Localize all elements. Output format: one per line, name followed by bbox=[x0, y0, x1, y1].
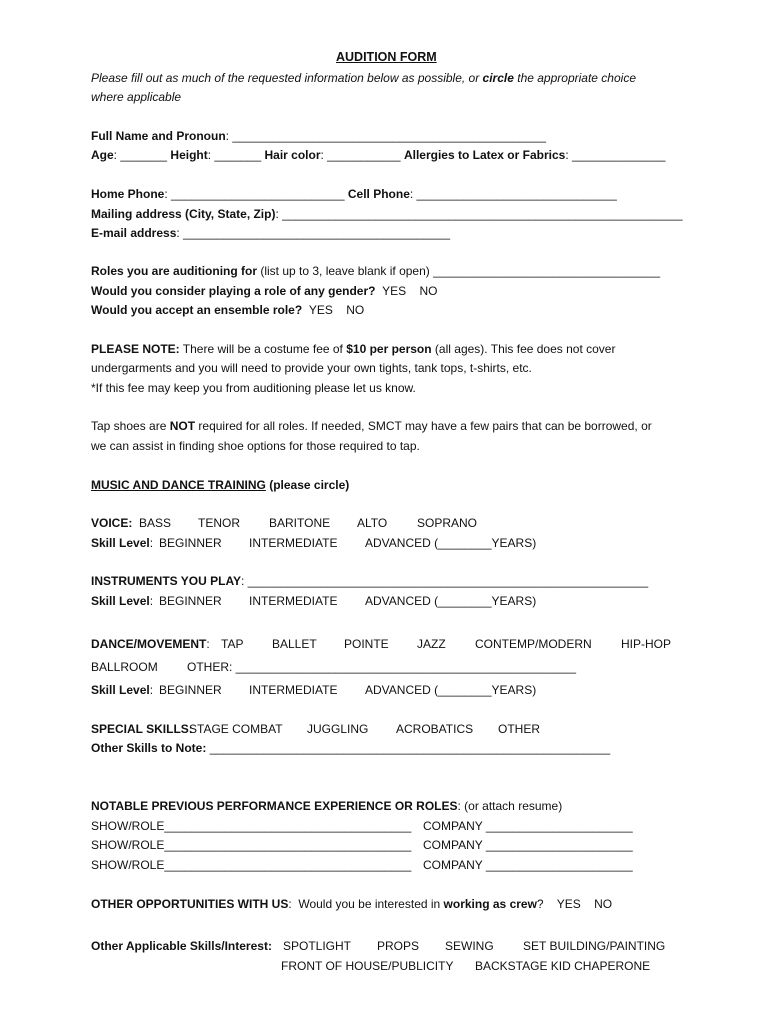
dance-other-field[interactable]: OTHER: ___________________________________________________ bbox=[187, 660, 577, 674]
applicable-option-spotlight[interactable]: SPOTLIGHT bbox=[283, 939, 352, 953]
roles-field[interactable] bbox=[91, 264, 660, 279]
special-skills-label: SPECIAL SKILLS: bbox=[91, 722, 193, 736]
dance-skill-advanced[interactable]: ADVANCED (________YEARS) bbox=[365, 683, 537, 697]
experience-row-3-company[interactable]: COMPANY ______________________ bbox=[423, 858, 633, 872]
voice-option-tenor[interactable]: TENOR bbox=[198, 516, 240, 530]
intro-line-1 bbox=[91, 71, 636, 86]
special-option-acrobatics[interactable]: ACROBATICS bbox=[396, 722, 474, 736]
experience-heading-text: NOTABLE PREVIOUS PERFORMANCE EXPERIENCE OR ROLES bbox=[91, 799, 458, 813]
intro-text-end: the appropriate choice bbox=[513, 71, 636, 85]
experience-row-1-company[interactable]: COMPANY ______________________ bbox=[423, 819, 633, 833]
voice-skill-label bbox=[91, 536, 153, 551]
email-field[interactable] bbox=[91, 226, 450, 241]
instrument-skill-intermediate[interactable]: INTERMEDIATE bbox=[249, 594, 338, 608]
applicable-skills-label: Other Applicable Skills/Interest: bbox=[91, 939, 272, 953]
costume-note-line-3: *If this fee may keep you from auditioning please let us know. bbox=[91, 381, 416, 395]
intro-line-2: where applicable bbox=[91, 90, 182, 104]
applicable-option-front-of-house[interactable]: FRONT OF HOUSE/PUBLICITY bbox=[281, 959, 454, 973]
training-heading-text: MUSIC AND DANCE TRAINING bbox=[91, 478, 266, 492]
roles-label: Roles you are auditioning for bbox=[91, 264, 258, 278]
email-blank[interactable]: : ________________________________________ bbox=[176, 226, 450, 240]
other-skills-label: Other Skills to Note: bbox=[91, 741, 207, 755]
special-option-other[interactable]: OTHER bbox=[498, 722, 540, 736]
cell-phone-blank[interactable]: : ______________________________ bbox=[409, 187, 617, 201]
height-label: Height bbox=[170, 148, 208, 162]
opportunities-label: OTHER OPPORTUNITIES WITH US bbox=[91, 897, 289, 911]
dance-option-hip-hop[interactable]: HIP-HOP bbox=[621, 637, 672, 651]
crew-question bbox=[91, 897, 612, 912]
tap-note-line-1 bbox=[91, 419, 652, 434]
full-name-field[interactable] bbox=[91, 129, 546, 144]
full-name-label: Full Name and Pronoun bbox=[91, 129, 226, 143]
tap-not: NOT bbox=[169, 419, 196, 433]
intro-circle-word: circle bbox=[482, 71, 514, 85]
dance-skill-beginner[interactable]: BEGINNER bbox=[159, 683, 222, 697]
experience-row-1-show[interactable]: SHOW/ROLE_____________________________________ bbox=[91, 819, 412, 833]
mailing-address-label: Mailing address (City, State, Zip) bbox=[91, 207, 276, 221]
applicable-option-kid-chaperone[interactable]: BACKSTAGE KID CHAPERONE bbox=[475, 959, 651, 973]
training-heading bbox=[91, 478, 349, 493]
other-skills-blank[interactable]: ____________________________________________________________ bbox=[206, 741, 611, 755]
working-as-crew: working as crew bbox=[443, 897, 537, 911]
skill-level-label: Skill Level bbox=[91, 536, 150, 550]
dance-label bbox=[91, 637, 210, 652]
dance-skill-label bbox=[91, 683, 153, 698]
full-name-blank[interactable]: : _______________________________________________ bbox=[225, 129, 547, 143]
phone-row bbox=[91, 187, 617, 202]
skill-level-label: Skill Level bbox=[91, 594, 150, 608]
special-option-stage-combat[interactable]: STAGE COMBAT bbox=[189, 722, 283, 736]
gender-question-label: Would you consider playing a role of any gender? bbox=[91, 284, 376, 298]
ensemble-yes-no[interactable]: YES NO bbox=[308, 303, 365, 317]
voice-option-soprano[interactable]: SOPRANO bbox=[417, 516, 478, 530]
form-title: AUDITION FORM bbox=[336, 50, 437, 64]
voice-skill-advanced[interactable]: ADVANCED (________YEARS) bbox=[365, 536, 537, 550]
dance-option-contemp-modern[interactable]: CONTEMP/MODERN bbox=[475, 637, 592, 651]
please-note-label: PLEASE NOTE: bbox=[91, 342, 180, 356]
mailing-address-field[interactable] bbox=[91, 207, 683, 222]
age-blank[interactable]: : _______ bbox=[113, 148, 168, 162]
tap-text: Tap shoes are bbox=[91, 419, 170, 433]
experience-row-2-company[interactable]: COMPANY ______________________ bbox=[423, 838, 633, 852]
intro-text: Please fill out as much of the requested information below as possible, or bbox=[91, 71, 483, 85]
instruments-label: INSTRUMENTS YOU PLAY bbox=[91, 574, 242, 588]
voice-label: VOICE: bbox=[91, 516, 133, 530]
email-label: E-mail address bbox=[91, 226, 177, 240]
costume-note-line-2: undergarments and you will need to provide your own tights, tank tops, t-shirts, etc. bbox=[91, 361, 532, 375]
note-text-end: (all ages). This fee does not cover bbox=[431, 342, 616, 356]
voice-skill-intermediate[interactable]: INTERMEDIATE bbox=[249, 536, 338, 550]
instruments-field[interactable] bbox=[91, 574, 648, 589]
crew-yes-no[interactable]: ? YES NO bbox=[536, 897, 613, 911]
experience-row-2-show[interactable]: SHOW/ROLE_____________________________________ bbox=[91, 838, 412, 852]
experience-heading-note: : (or attach resume) bbox=[457, 799, 563, 813]
instruments-blank[interactable]: : ____________________________________________________________ bbox=[241, 574, 649, 588]
physical-info-row bbox=[91, 148, 665, 163]
voice-skill-beginner[interactable]: BEGINNER bbox=[159, 536, 222, 550]
dance-option-ballroom[interactable]: BALLROOM bbox=[91, 660, 158, 674]
dance-option-ballet[interactable]: BALLET bbox=[272, 637, 317, 651]
instrument-skill-advanced[interactable]: ADVANCED (________YEARS) bbox=[365, 594, 537, 608]
allergies-blank[interactable]: : ______________ bbox=[565, 148, 666, 162]
instrument-skill-beginner[interactable]: BEGINNER bbox=[159, 594, 222, 608]
home-phone-label: Home Phone bbox=[91, 187, 165, 201]
instrument-skill-label bbox=[91, 594, 153, 609]
tap-text-end: required for all roles. If needed, SMCT may have a few pairs that can be borrowed, or bbox=[195, 419, 652, 433]
height-blank[interactable]: : _______ bbox=[207, 148, 262, 162]
gender-question bbox=[91, 284, 438, 299]
tap-note-line-2: we can assist in finding shoe options for those required to tap. bbox=[91, 439, 420, 453]
applicable-option-props[interactable]: PROPS bbox=[377, 939, 420, 953]
cell-phone-label: Cell Phone bbox=[347, 187, 410, 201]
costume-note-line-1 bbox=[91, 342, 615, 357]
applicable-option-sewing[interactable]: SEWING bbox=[445, 939, 494, 953]
ensemble-question bbox=[91, 303, 364, 318]
costume-fee: $10 per person bbox=[346, 342, 432, 356]
skill-colon: : bbox=[149, 536, 154, 550]
other-skills-field[interactable] bbox=[91, 741, 610, 756]
ensemble-question-label: Would you accept an ensemble role? bbox=[91, 303, 303, 317]
dance-skill-intermediate[interactable]: INTERMEDIATE bbox=[249, 683, 338, 697]
voice-option-bass[interactable]: BASS bbox=[139, 516, 172, 530]
hair-color-label: Hair color bbox=[264, 148, 321, 162]
dance-label-text: DANCE/MOVEMENT bbox=[91, 637, 207, 651]
allergies-label: Allergies to Latex or Fabrics bbox=[403, 148, 566, 162]
special-option-juggling[interactable]: JUGGLING bbox=[307, 722, 369, 736]
training-heading-note: (please circle) bbox=[265, 478, 350, 492]
voice-option-baritone[interactable]: BARITONE bbox=[269, 516, 331, 530]
note-text: There will be a costume fee of bbox=[179, 342, 347, 356]
age-label: Age bbox=[91, 148, 114, 162]
applicable-option-set-building[interactable]: SET BUILDING/PAINTING bbox=[523, 939, 666, 953]
skill-level-label: Skill Level bbox=[91, 683, 150, 697]
roles-blank[interactable]: (list up to 3, leave blank if open) __________________________________ bbox=[257, 264, 661, 278]
voice-option-alto[interactable]: ALTO bbox=[357, 516, 388, 530]
experience-row-3-show[interactable]: SHOW/ROLE_____________________________________ bbox=[91, 858, 412, 872]
mailing-address-blank[interactable]: : ____________________________________________________________ bbox=[275, 207, 683, 221]
experience-heading bbox=[91, 799, 562, 814]
skill-colon: : bbox=[149, 594, 154, 608]
gender-yes-no[interactable]: YES NO bbox=[382, 284, 438, 298]
hair-color-blank[interactable]: : ___________ bbox=[320, 148, 401, 162]
dance-option-pointe[interactable]: POINTE bbox=[344, 637, 389, 651]
dance-option-tap[interactable]: TAP bbox=[221, 637, 244, 651]
opportunities-text: : Would you be interested in bbox=[288, 897, 444, 911]
dance-colon: : bbox=[206, 637, 210, 651]
home-phone-blank[interactable]: : __________________________ bbox=[164, 187, 345, 201]
dance-option-jazz[interactable]: JAZZ bbox=[417, 637, 446, 651]
skill-colon: : bbox=[149, 683, 154, 697]
